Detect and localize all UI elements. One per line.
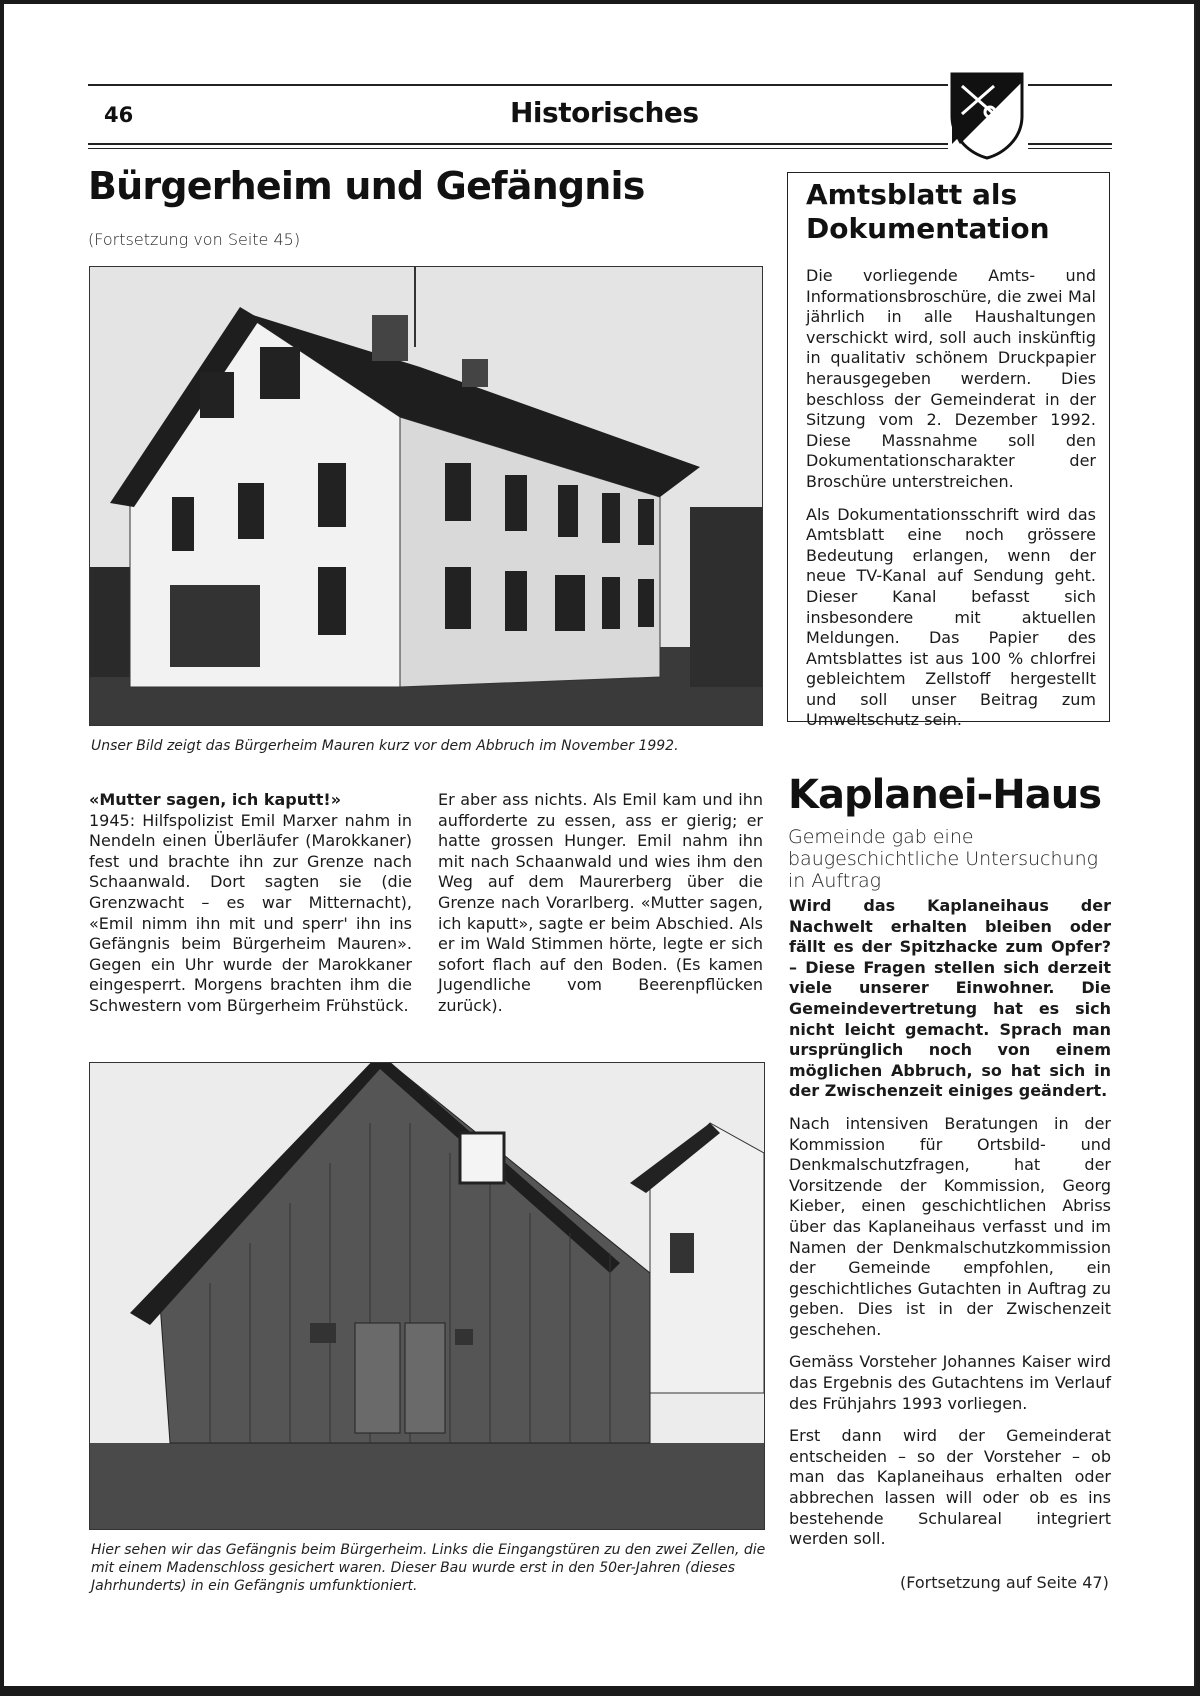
header-rule-bottom: [88, 143, 948, 145]
article-title: Bürgerheim und Gefängnis: [88, 164, 645, 208]
kaplanei-text: [789, 896, 1111, 1562]
kaplanei-subtitle: Gemeinde gab eine baugeschichtliche Untersuchung in Auftrag: [788, 826, 1099, 892]
header-rule-top-right: [1028, 84, 1112, 86]
amtsblatt-para-1: Die vorliegende Amts- und Informationsbroschüre, die zwei Mal jährlich in alle Haushaltungen verschickt wird, soll auch inskünftig in qualitativ schönem Druckpapier herausgegeben werdern. Dies beschloss der Gemeinderat in der Sitzung vom 2. Dezember 1992. Diese Massnahme soll den Dokumentationscharakter der Broschüre unterstreichen.: [806, 266, 1096, 491]
gefaengnis-photo: [89, 1062, 765, 1530]
header-rule-bottom-right-2: [1028, 148, 1112, 149]
amtsblatt-box-title: Amtsblatt als Dokumentation: [806, 178, 1050, 245]
buergerheim-caption: Unser Bild zeigt das Bürgerheim Mauren kurz vor dem Abbruch im November 1992.: [91, 738, 679, 754]
kaplanei-title: Kaplanei-Haus: [788, 772, 1101, 818]
continuation-to-note: (Fortsetzung auf Seite 47): [900, 1573, 1109, 1592]
kaplanei-para-2: Gemäss Vorsteher Johannes Kaiser wird das Ergebnis des Gutachtens im Verlauf des Frühjahrs 1993 vorliegen.: [789, 1352, 1111, 1413]
buergerheim-photo: [89, 266, 763, 726]
section-title: Historisches: [510, 96, 699, 129]
page-number: 46: [104, 103, 134, 127]
amtsblatt-box-text: [806, 266, 1096, 743]
coat-of-arms-icon: [950, 72, 1024, 160]
story-text-col2: Er aber ass nichts. Als Emil kam und ihn aufforderte zu essen, ass er gierig; er hatte grossen Hunger. Emil nahm ihn mit nach Schaanwald und wies ihm den Weg auf dem Maurerberg über die Grenze nach Vorarlberg. «Mutter sagen, ich kaputt», sagte er beim Abschied. Als er im Wald Stimmen hörte, legte er sich sofort flach auf den Boden. (Es kamen Jugendliche vom Beerenpflücken zurück).: [438, 790, 763, 1015]
header-rule-bottom-right: [1028, 143, 1112, 145]
gefaengnis-illustration: [90, 1063, 764, 1529]
story-heading: «Mutter sagen, ich kaputt!»: [89, 790, 342, 809]
continuation-from-note: (Fortsetzung von Seite 45): [88, 230, 301, 249]
story-text-col1: 1945: Hilfspolizist Emil Marxer nahm in Nendeln einen Überläufer (Marokkaner) fest und brachte ihn zur Grenze nach Schaanwald. Dort sagten sie (die Grenzwacht – es war Mitternacht), «Emil nimm ihn mit und sperr' ihn ins Gefängnis beim Bürgerheim Mauren». Gegen ein Uhr wurde der Marokkaner eingesperrt. Morgens brachten ihm die Schwestern vom Bürgerheim Frühstück.: [89, 810, 412, 1015]
amtsblatt-para-2: Als Dokumentationsschrift wird das Amtsblatt eine noch grössere Bedeutung erlangen, wenn der neue TV-Kanal auf Sendung geht. Dieser Kanal befasst sich insbesondere mit aktuellen Meldungen. Das Papier des Amtsblattes ist aus 100 % chlorfrei gebleichtem Zellstoff hergestellt und soll unser Beitrag zum Umweltschutz sein.: [806, 504, 1096, 730]
kaplanei-lead: Wird das Kaplaneihaus der Nachwelt erhalten bleiben oder fällt es der Spitzhacke zum Opfer? – Diese Fragen stellen sich derzeit viele unserer Einwohner. Die Gemeindevertretung hat es sich nicht leicht gemacht. Sprach man ursprünglich noch von einem möglichen Abbruch, so hat sich in der Zwischenzeit einiges geändert.: [789, 896, 1111, 1101]
story-column-1: [89, 790, 412, 1017]
kaplanei-para-1: Nach intensiven Beratungen in der Kommission für Ortsbild- und Denkmalschutzfragen, hat der Vorsitzende der Kommission, Georg Kieber, einen geschichtlichen Abriss über das Kaplaneihaus verfasst und im Namen der Denkmalschutzkommission der Gemeinde empfohlen, ein geschichtliches Gutachten in Auftrag zu geben. Dies ist in der Zwischenzeit geschehen.: [789, 1113, 1111, 1339]
header-rule-top: [88, 84, 948, 86]
story-column-2: [438, 790, 763, 1017]
kaplanei-para-3: Erst dann wird der Gemeinderat entscheiden – so der Vorsteher – ob man das Kaplaneihaus erhalten oder abbrechen lassen will oder ob es ins bestehende Schulareal integriert werden soll.: [789, 1426, 1111, 1549]
header-rule-bottom-2: [88, 148, 948, 149]
gefaengnis-caption: Hier sehen wir das Gefängnis beim Bürgerheim. Links die Eingangstüren zu den zwei Zellen, die mit einem Madenschloss gesichert waren. Dieser Bau wurde erst in den 50er-Jahren (dieses Jahrhunderts) in ein Gefängnis umfunktioniert.: [91, 1542, 766, 1594]
buergerheim-illustration: [90, 267, 762, 725]
